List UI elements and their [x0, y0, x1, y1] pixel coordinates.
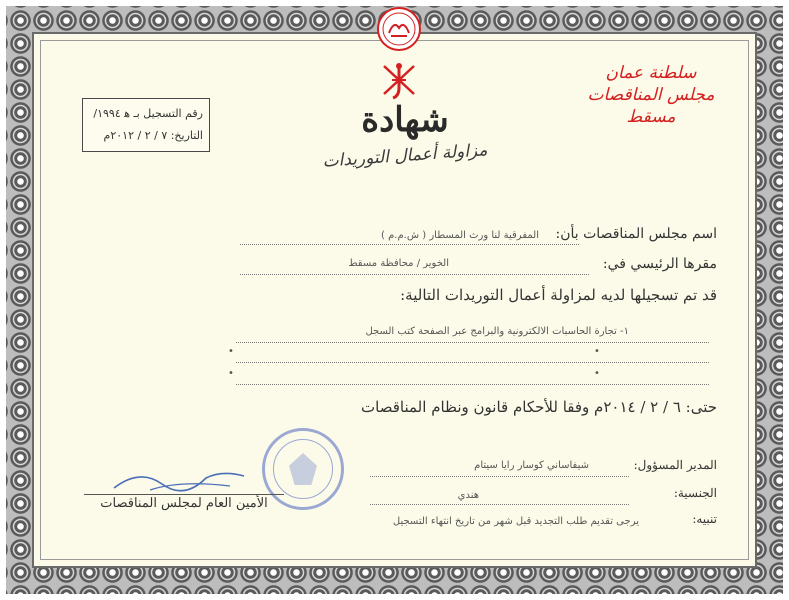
manager-value: شيفاساني كوسار رايا سيتام	[474, 460, 589, 471]
company-label: اسم مجلس المناقصات بأن:	[555, 226, 717, 242]
activity-bullet-1: •	[594, 346, 600, 357]
registration-number: رقم التسجيل بـ ﻫ ١٩٩٤/	[93, 107, 203, 120]
manager-dotted-line	[370, 476, 629, 477]
nationality-dotted-line	[370, 504, 629, 505]
issuer-city: مسقط	[626, 107, 676, 127]
activity-line-2	[236, 362, 709, 363]
signature-line	[84, 494, 284, 495]
signature-title: الأمين العام لمجلس المناقصات	[100, 496, 268, 511]
issuer-council: مجلس المناقصات	[587, 85, 715, 105]
nationality-label: الجنسية:	[673, 486, 717, 500]
activity-line-1	[236, 342, 709, 343]
certificate-title: شهادة	[361, 100, 449, 140]
company-value: المفرقية لنا ورث المسطار ( ش.م.م )	[381, 230, 539, 241]
validity-statement: حتى: ٦ / ٢ / ٢٠١٤م وفقا للأحكام قانون ونظام المناقصات	[361, 398, 717, 416]
signature-scribble-icon	[110, 462, 250, 496]
hq-dotted-line	[240, 274, 589, 275]
registration-box	[82, 98, 210, 152]
note-value: يرجى تقديم طلب التجديد قبل شهر من تاريخ انتهاء التسجيل	[392, 516, 639, 527]
registration-date: التاريخ: ٧ / ٢ / ٢٠١٢م	[103, 129, 203, 142]
khanjar-emblem-icon	[380, 60, 418, 102]
company-dotted-line	[240, 244, 579, 245]
royal-crest-icon	[376, 6, 422, 52]
activity-bullet-3: •	[594, 368, 600, 379]
hq-value: الخوير / محافظة مسقط	[348, 258, 449, 269]
issuer-country: سلطنة عمان	[605, 63, 697, 83]
hq-label: مقرها الرئيسي في:	[602, 256, 717, 272]
activity-bullet-4: •	[228, 368, 234, 379]
activity-line-3	[236, 384, 709, 385]
registration-statement: قد تم تسجيلها لديه لمزاولة أعمال التوريدات التالية:	[400, 286, 717, 304]
nationality-value: هندي	[457, 490, 479, 501]
certificate-subtitle: مزاولة أعمال التوريدات	[321, 140, 489, 172]
activity-bullet-2: •	[228, 346, 234, 357]
activity-item-1: ١- تجارة الحاسبات الالكترونية والبرامج عبر الصفحة كتب السجل	[365, 326, 629, 337]
manager-label: المدير المسؤول:	[633, 458, 717, 472]
issuer-block	[571, 62, 731, 128]
note-label: تنبيه:	[692, 512, 717, 526]
